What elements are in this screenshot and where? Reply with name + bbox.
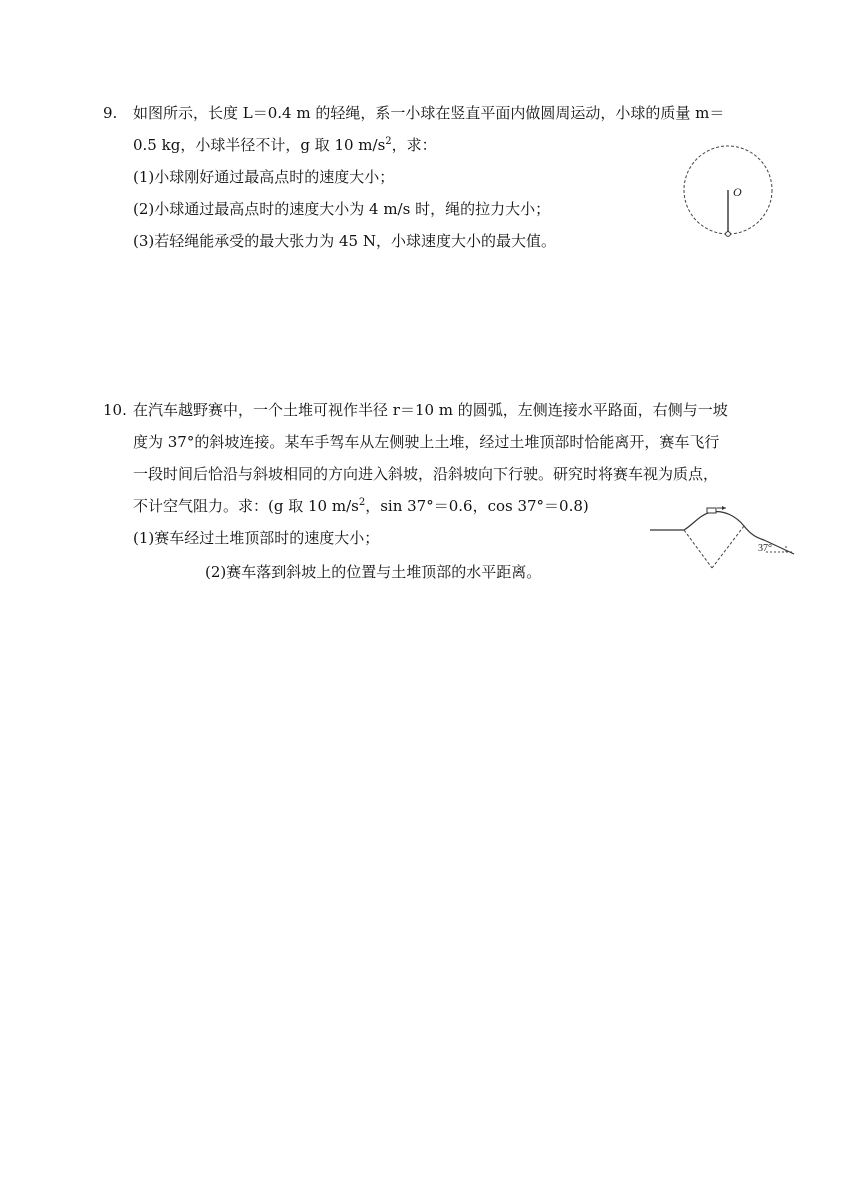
q9-label-o: O bbox=[733, 185, 742, 199]
q9-line2-tail: ，求： bbox=[391, 136, 437, 154]
q10-line2: 度为 37°的斜坡连接。某车手驾车从左侧驶上土堆，经过土堆顶部时恰能离开，赛车飞行 bbox=[133, 433, 720, 451]
q9-ball bbox=[726, 232, 731, 237]
q10-arrow-head bbox=[722, 506, 726, 510]
q10-line4-sup: 2 bbox=[358, 497, 366, 508]
q10-line3: 一段时间后恰沿与斜坡相同的方向进入斜坡，沿斜坡向下行驶。研究时将赛车视为质点， bbox=[133, 465, 719, 483]
q10-number: 10. bbox=[103, 401, 127, 419]
q10-car bbox=[707, 508, 716, 513]
q9-sub1: (1)小球刚好通过最高点时的速度大小； bbox=[133, 168, 395, 186]
q9-sub2: (2)小球通过最高点时的速度大小为 4 m/s 时，绳的拉力大小； bbox=[133, 200, 551, 218]
q10-sub1: (1)赛车经过土堆顶部时的速度大小； bbox=[133, 529, 380, 547]
q10-angle-label: 37° bbox=[758, 543, 772, 554]
q9-line2-sup: 2 bbox=[385, 136, 392, 147]
q9-number: 9. bbox=[103, 104, 118, 122]
q10-line4-main: 不计空气阻力。求：(g 取 10 m/s bbox=[133, 497, 359, 515]
q10-ground-path bbox=[650, 512, 794, 554]
q9-sub3: (3)若轻绳能承受的最大张力为 45 N，小球速度大小的最大值。 bbox=[133, 232, 556, 250]
q9-figure bbox=[680, 142, 778, 242]
q9-line2-main: 0.5 kg，小球半径不计，g 取 10 m/s bbox=[133, 136, 386, 154]
q10-line1: 在汽车越野赛中，一个土堆可视作半径 r＝10 m 的圆弧，左侧连接水平路面，右侧与一坡 bbox=[133, 401, 728, 419]
q9-line2 bbox=[133, 135, 437, 155]
q10-radius-left bbox=[684, 530, 712, 568]
q10-line4 bbox=[133, 496, 589, 516]
q10-sub2: (2)赛车落到斜坡上的位置与土堆顶部的水平距离。 bbox=[205, 563, 542, 581]
q9-line1: 如图所示，长度 L＝0.4 m 的轻绳，系一小球在竖直平面内做圆周运动，小球的质量 m＝ bbox=[133, 104, 725, 122]
q10-figure bbox=[648, 502, 798, 574]
q10-radius-right bbox=[712, 526, 744, 568]
q10-line4-tail: ，sin 37°＝0.6，cos 37°＝0.8) bbox=[365, 497, 589, 515]
